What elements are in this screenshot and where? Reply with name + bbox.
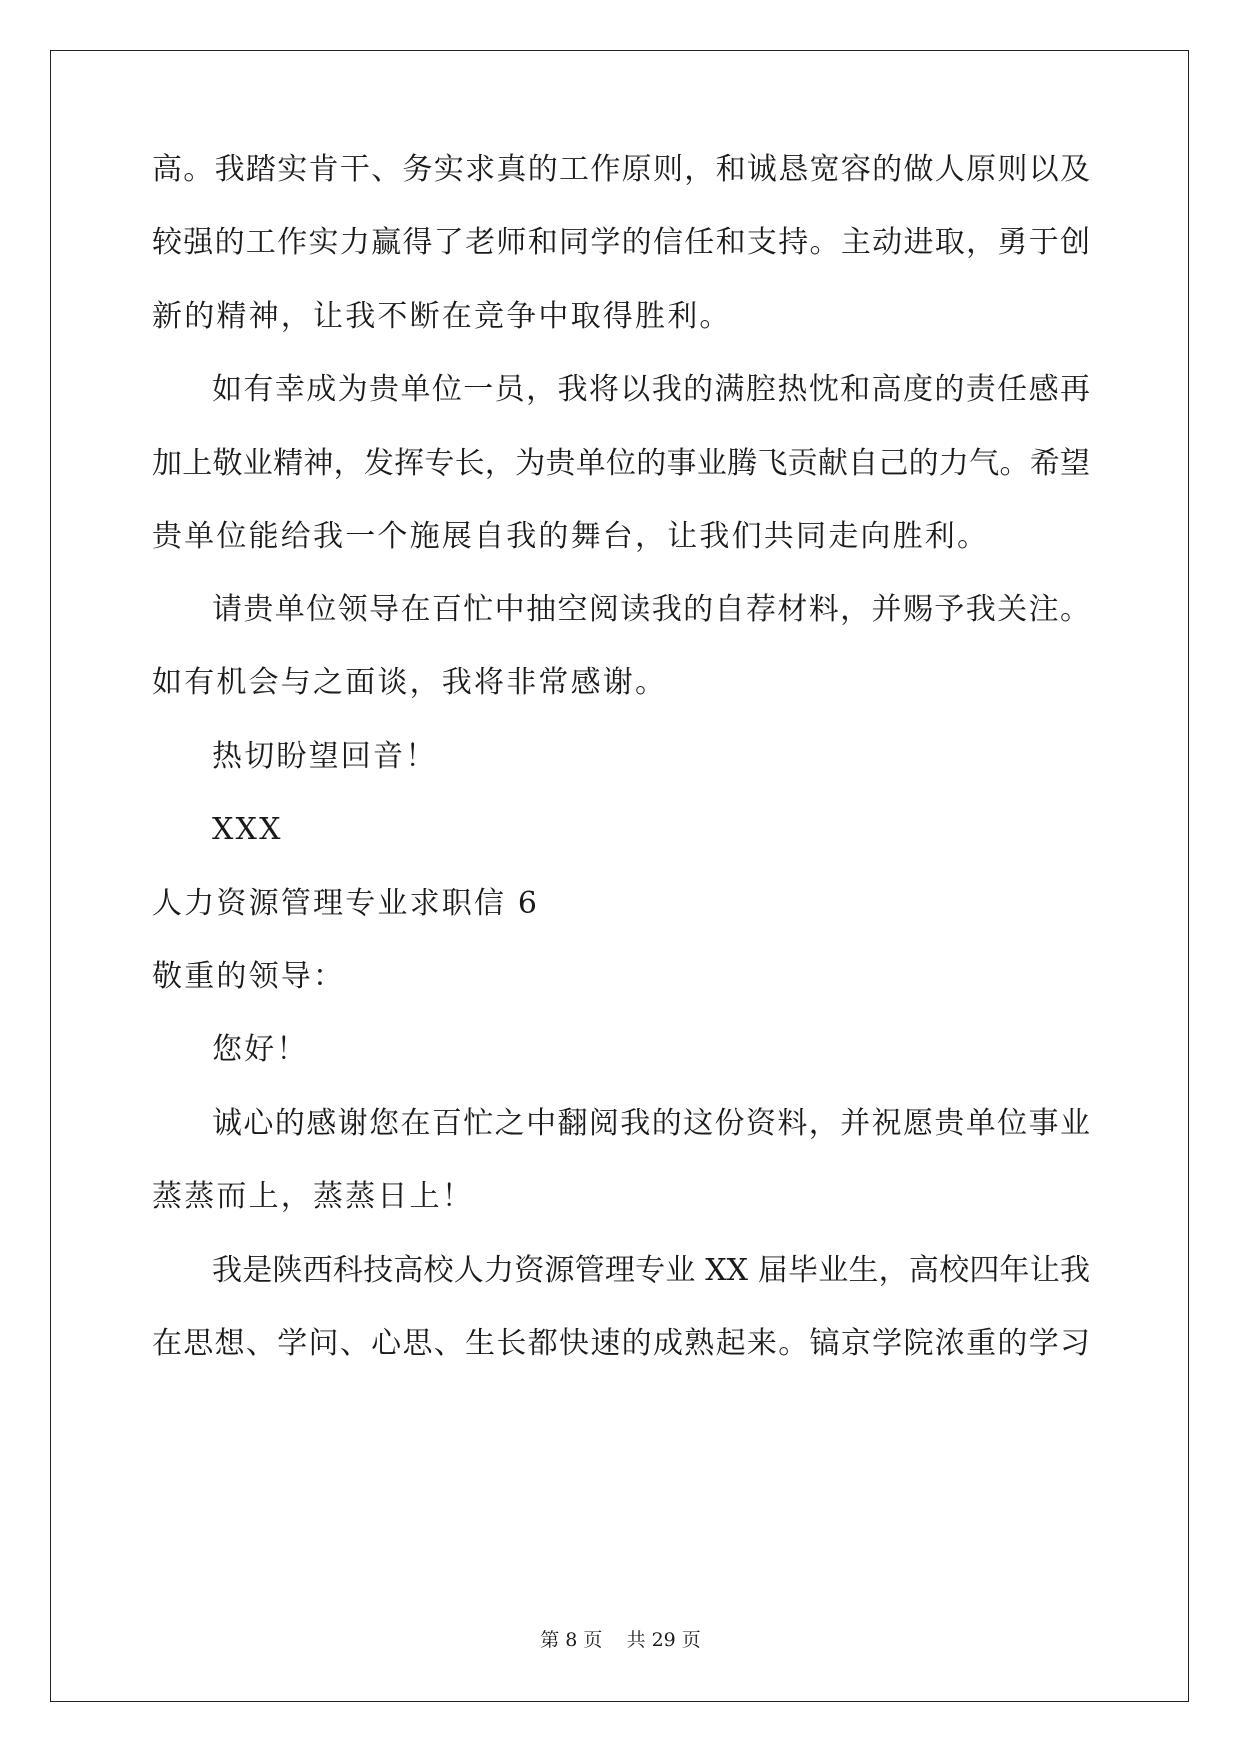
paragraph-line: 较强的工作实力赢得了老师和同学的信任和支持。主动进取，勇于创 <box>152 225 1090 260</box>
paragraph-line: 高。我踏实肯干、务实求真的工作原则，和诚恳宽容的做人原则以及 <box>152 152 1090 187</box>
paragraph-line: 新的精神，让我不断在竞争中取得胜利。 <box>152 299 732 334</box>
paragraph-line: 如有幸成为贵单位一员，我将以我的满腔热忱和高度的责任感再 <box>212 372 1090 407</box>
paragraph-line: 在思想、学问、心思、生长都快速的成熟起来。镐京学院浓重的学习 <box>152 1326 1090 1361</box>
paragraph-line: 诚心的感谢您在百忙之中翻阅我的这份资料，并祝愿贵单位事业 <box>212 1106 1090 1141</box>
section-heading: 人力资源管理专业求职信 6 <box>152 886 540 921</box>
paragraph-line: 贵单位能给我一个施展自我的舞台，让我们共同走向胜利。 <box>152 519 990 554</box>
closing-line: 热切盼望回音！ <box>212 739 438 774</box>
paragraph-line: 请贵单位领导在百忙中抽空阅读我的自荐材料，并赐予我关注。 <box>212 592 1090 627</box>
paragraph-line: 我是陕西科技高校人力资源管理专业 XX 届毕业生，高校四年让我 <box>212 1253 1090 1288</box>
page-number-footer: 第 8 页 共 29 页 <box>540 1629 701 1651</box>
paragraph-line: 加上敬业精神，发挥专长，为贵单位的事业腾飞贡献自己的力气。希望 <box>152 446 1090 481</box>
paragraph-line: 如有机会与之面谈，我将非常感谢。 <box>152 665 668 700</box>
signature: XXX <box>212 812 283 847</box>
greeting: 您好！ <box>212 1032 309 1067</box>
salutation: 敬重的领导： <box>152 959 346 994</box>
paragraph-line: 蒸蒸而上，蒸蒸日上！ <box>152 1179 474 1214</box>
